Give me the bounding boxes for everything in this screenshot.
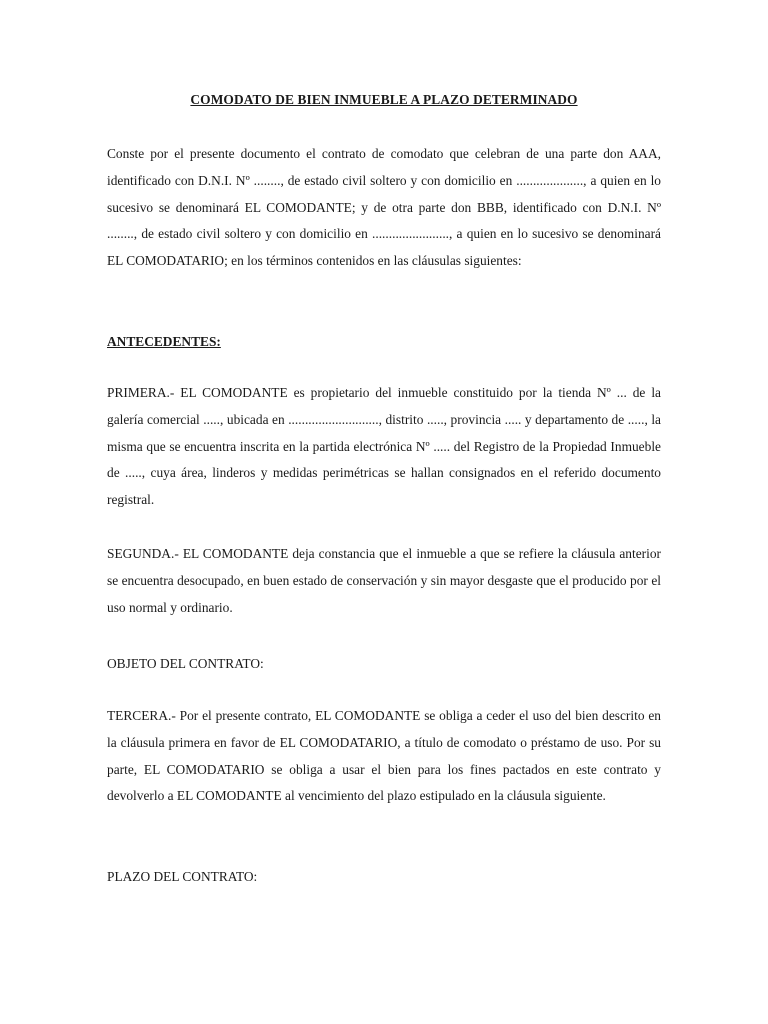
section-heading-plazo: PLAZO DEL CONTRATO: <box>107 869 258 884</box>
clause-tercera: TERCERA.- Por el presente contrato, EL COMODANTE se obliga a ceder el uso del bien descrito en la cláusula primera en favor de EL COMODATARIO, a título de comodato o préstamo de uso. Por su parte, EL COMODATARIO se obliga a usar el bien para los fines pactados en este contrato y devolverlo a EL COMODANTE al vencimiento del plazo estipulado en la cláusula siguiente. <box>107 708 661 804</box>
clause-primera: PRIMERA.- EL COMODANTE es propietario del inmueble constituido por la tienda Nº ... de la galería comercial ....., ubicada en ..........................., distrito ....., provincia ..... y departamento de ....., la misma que se encuentra inscrita en la partida electrónica Nº ..... del Registro de la Propiedad Inmueble de ....., cuya área, linderos y medidas perimétricas se hallan consignados en el referido documento registral. <box>107 385 661 508</box>
intro-paragraph: Conste por el presente documento el contrato de comodato que celebran de una parte don AAA, identificado con D.N.I. Nº ........, de estado civil soltero y con domicilio en ...................., a quien en lo sucesivo se denominará EL COMODANTE; y de otra parte don BBB, identificado con D.N.I. Nº ........, de estado civil soltero y con domicilio en ......................., a quien en lo sucesivo se denominará EL COMODATARIO; en los términos contenidos en las cláusulas siguientes: <box>107 146 661 269</box>
section-heading-antecedentes: ANTECEDENTES: <box>107 334 221 349</box>
clause-segunda: SEGUNDA.- EL COMODANTE deja constancia que el inmueble a que se refiere la cláusula anterior se encuentra desocupado, en buen estado de conservación y sin mayor desgaste que el producido por el uso normal y ordinario. <box>107 546 661 615</box>
document-title: COMODATO DE BIEN INMUEBLE A PLAZO DETERMINADO <box>190 92 578 107</box>
section-heading-objeto: OBJETO DEL CONTRATO: <box>107 656 264 671</box>
